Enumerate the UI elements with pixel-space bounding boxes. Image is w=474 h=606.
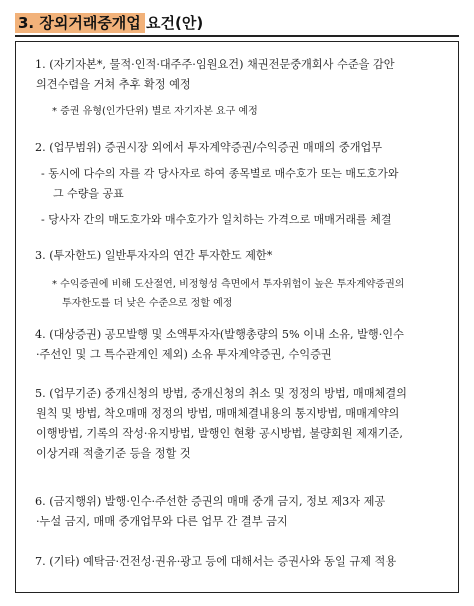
sub-line: 그 수량을 공표 [53, 187, 124, 200]
sub-item-match [41, 210, 391, 230]
item-target-securities [35, 325, 404, 365]
sub-item-quote [41, 164, 398, 204]
item-line: 7. (기타) 예탁금·건전성·권유·광고 등에 대해서는 증권사와 동일 규제 적용 [35, 555, 397, 568]
section-title-text: 3. 장외거래중개업 요건(안) [18, 14, 204, 32]
sub-line: - 동시에 다수의 자를 각 당사자로 하여 종목별로 매수호가 또는 매도호가와 [41, 167, 399, 180]
item-business-standards [35, 384, 407, 464]
sub-line: - 당사자 간의 매도호가와 매수호가가 일치하는 가격으로 매매거래를 체결 [41, 213, 392, 226]
item-line: 1. (자기자본*, 물적·인적·대주주·임원요건) 채권전문중개회사 수준을 감안 [35, 58, 395, 71]
item-line: 4. (대상증권) 공모발행 및 소액투자자(발행총량의 5% 이내 소유, 발행·인수 [35, 328, 404, 341]
item-scope [35, 138, 382, 158]
item-line: 2. (업무범위) 증권시장 외에서 투자계약증권/수익증권 매매의 중개업무 [35, 141, 383, 154]
item-line: 이상거래 적출기준 등을 정할 것 [36, 447, 191, 460]
item-other [35, 552, 396, 572]
item-line: 3. (투자한도) 일반투자자의 연간 투자한도 제한* [35, 249, 273, 262]
item-line: ·주선인 및 그 특수관계인 제외) 소유 투자계약증권, 수익증권 [36, 348, 332, 361]
requirements-box [15, 41, 459, 593]
note-line: * 수익증권에 비해 도산절연, 비정형성 측면에서 투자위험이 높은 투자계약증권의 [52, 279, 405, 290]
footnote-capital: * 증권 유형(인가단위) 별로 자기자본 요구 예정 [52, 106, 258, 117]
item-line: ·누설 금지, 매매 중개업무와 다른 업무 간 결부 금지 [36, 515, 288, 528]
item-prohibited-acts [35, 492, 385, 532]
footnote-invest-limit [52, 275, 404, 313]
title-underline [15, 35, 459, 37]
item-line: 이행방법, 기록의 작성·유지방법, 발행인 현황 공시방법, 불량회원 제재기준, [36, 427, 403, 440]
section-title [15, 11, 459, 35]
item-line: 의견수렴을 거쳐 추후 확정 예정 [36, 78, 191, 91]
item-line: 5. (업무기준) 중개신청의 방법, 중개신청의 취소 및 정정의 방법, 매매체결의 [35, 387, 407, 400]
item-line: 6. (금지행위) 발행·인수·주선한 증권의 매매 중개 금지, 정보 제3자 제공 [35, 495, 386, 508]
note-line: 투자한도를 더 낮은 수준으로 정할 예정 [62, 298, 233, 309]
item-line: 원칙 및 방법, 착오매매 정정의 방법, 매매체결내용의 통지방법, 매매계약의 [36, 407, 400, 420]
item-capital [35, 55, 395, 95]
item-invest-limit [35, 246, 272, 266]
